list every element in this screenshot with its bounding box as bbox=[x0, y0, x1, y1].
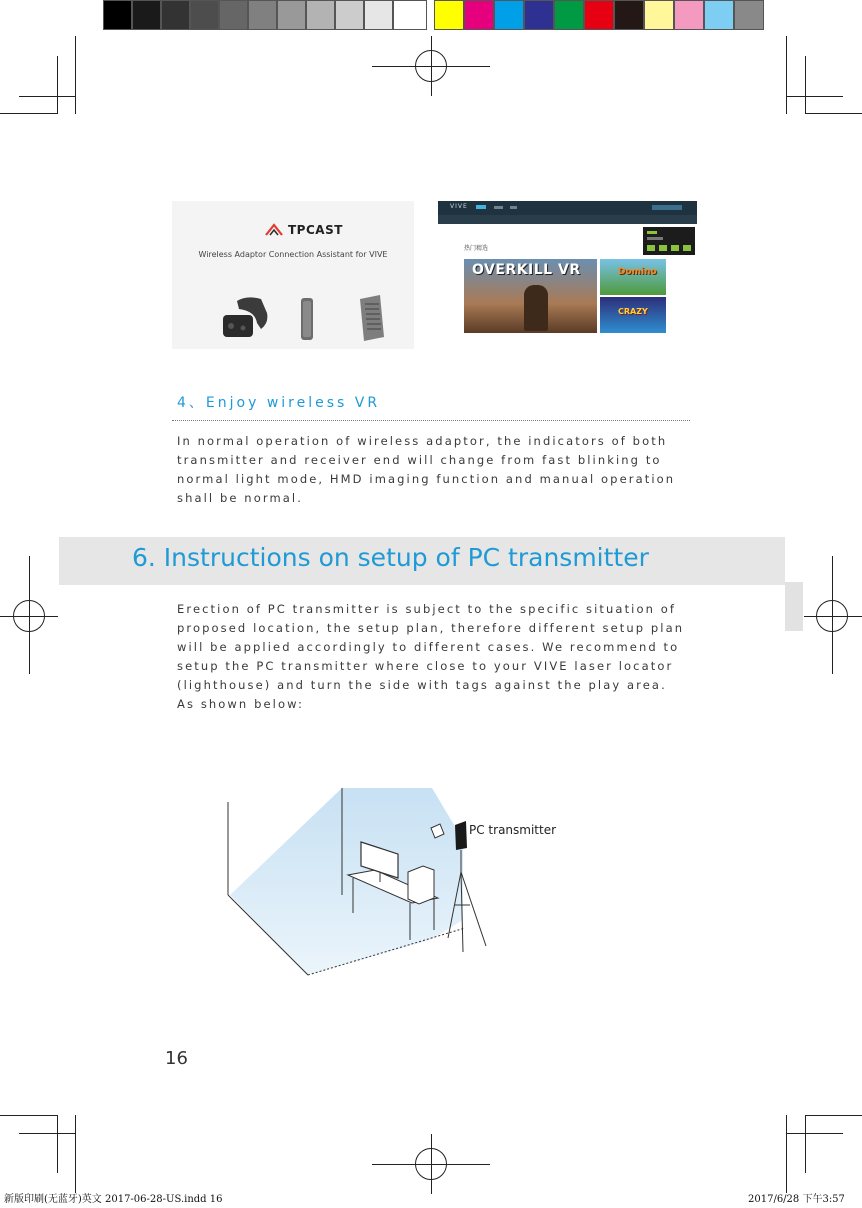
vive-nav-item bbox=[494, 206, 503, 209]
crop-line bbox=[786, 36, 787, 114]
gray-swatch bbox=[277, 0, 306, 30]
section-4-heading: 4、Enjoy wireless VR bbox=[177, 395, 381, 411]
crop-line bbox=[57, 56, 58, 114]
game-tile-top bbox=[600, 259, 666, 295]
vive-store-screenshot bbox=[438, 201, 697, 349]
gray-swatch bbox=[190, 0, 219, 30]
gray-swatch bbox=[219, 0, 248, 30]
gray-swatch bbox=[132, 0, 161, 30]
body-line: transmitter and receiver end will change from fast blinking to bbox=[177, 453, 662, 467]
vr-headset-icon bbox=[217, 293, 275, 341]
vive-nav-active bbox=[476, 205, 486, 209]
featured-game-banner bbox=[464, 259, 597, 333]
body-line: Erection of PC transmitter is subject to the specific situation of bbox=[177, 602, 677, 616]
gray-swatch bbox=[248, 0, 277, 30]
tripod-leg bbox=[461, 872, 486, 946]
color-swatch bbox=[464, 0, 494, 30]
crop-line bbox=[805, 113, 862, 114]
section-4-body bbox=[177, 432, 697, 508]
crop-line bbox=[786, 1133, 843, 1134]
registration-line bbox=[832, 556, 833, 674]
registration-line bbox=[804, 616, 862, 617]
tpcast-subtitle: Wireless Adaptor Connection Assistant for VIVE bbox=[198, 250, 388, 259]
color-swatch bbox=[494, 0, 524, 30]
featured-game-title: OVERKILL VR bbox=[472, 262, 581, 278]
color-swatch bbox=[674, 0, 704, 30]
vive-user-badge bbox=[652, 205, 682, 210]
crop-line bbox=[75, 1115, 76, 1193]
room-setup-diagram bbox=[220, 780, 580, 985]
vive-section-label: 热门精选 bbox=[464, 245, 489, 252]
body-line: proposed location, the setup plan, therefore different setup plan bbox=[177, 621, 685, 635]
color-swatch bbox=[704, 0, 734, 30]
game-tile-top-title: Domino bbox=[618, 267, 657, 277]
crop-line bbox=[0, 113, 57, 114]
vive-topbar bbox=[438, 201, 697, 215]
gray-swatch bbox=[393, 0, 427, 30]
crop-line bbox=[75, 36, 76, 114]
color-swatch bbox=[734, 0, 764, 30]
game-tile-bottom-title: CRAZY bbox=[618, 307, 648, 316]
pc-transmitter-label: PC transmitter bbox=[469, 823, 557, 837]
body-line: setup the PC transmitter where close to your VIVE laser locator bbox=[177, 659, 674, 673]
gray-swatch bbox=[335, 0, 364, 30]
crop-line bbox=[19, 1133, 76, 1134]
gray-swatch bbox=[306, 0, 335, 30]
body-line: will be applied accordingly to different cases. We recommend to bbox=[177, 640, 680, 654]
page-number: 16 bbox=[165, 1048, 188, 1069]
section-4-divider bbox=[172, 420, 690, 421]
registration-line bbox=[431, 1134, 432, 1194]
tpcast-logo-icon bbox=[264, 223, 284, 237]
body-line: (lighthouse) and turn the side with tags against the play area. bbox=[177, 678, 667, 692]
pc-tower bbox=[408, 866, 434, 904]
crop-line bbox=[786, 1115, 787, 1193]
indd-slug-left: 新版印刷(无蓝牙)英文 2017-06-28-US.indd 16 bbox=[4, 1194, 223, 1205]
color-swatch bbox=[434, 0, 464, 30]
tpcast-logo bbox=[264, 223, 343, 237]
vive-nav-item bbox=[510, 206, 517, 209]
color-swatch bbox=[524, 0, 554, 30]
vive-popup bbox=[643, 227, 695, 255]
tpcast-brand: TPCAST bbox=[288, 223, 343, 237]
color-swatch bbox=[644, 0, 674, 30]
receiver-icon bbox=[299, 296, 315, 342]
game-tile-bottom bbox=[600, 297, 666, 333]
gray-swatch bbox=[364, 0, 393, 30]
crop-line bbox=[805, 1115, 862, 1116]
body-line: As shown below: bbox=[177, 697, 304, 711]
color-swatch bbox=[554, 0, 584, 30]
transmitter-icon bbox=[356, 293, 386, 343]
crop-line bbox=[805, 56, 806, 114]
color-swatch bbox=[584, 0, 614, 30]
pc-transmitter-box bbox=[455, 821, 467, 850]
crop-line bbox=[57, 1115, 58, 1173]
crop-line bbox=[786, 96, 843, 97]
chapter-side-tab bbox=[785, 582, 803, 631]
vive-toolbar bbox=[438, 215, 697, 224]
section-6-body bbox=[177, 600, 697, 714]
body-line: normal light mode, HMD imaging function and manual operation bbox=[177, 472, 676, 486]
gray-swatch bbox=[103, 0, 132, 30]
crop-line bbox=[19, 96, 76, 97]
body-line: shall be normal. bbox=[177, 491, 303, 505]
indd-slug-right: 2017/6/28 下午3:57 bbox=[748, 1194, 845, 1205]
crop-line bbox=[805, 1115, 806, 1173]
color-swatch bbox=[614, 0, 644, 30]
body-line: In normal operation of wireless adaptor, the indicators of both bbox=[177, 434, 668, 448]
section-6-title: 6. Instructions on setup of PC transmitter bbox=[132, 543, 649, 572]
crop-line bbox=[0, 1115, 57, 1116]
tpcast-assistant-screenshot bbox=[172, 201, 414, 349]
gray-swatch bbox=[161, 0, 190, 30]
registration-line bbox=[431, 36, 432, 96]
registration-line bbox=[29, 556, 30, 674]
vive-app-name: VIVE bbox=[450, 203, 468, 210]
